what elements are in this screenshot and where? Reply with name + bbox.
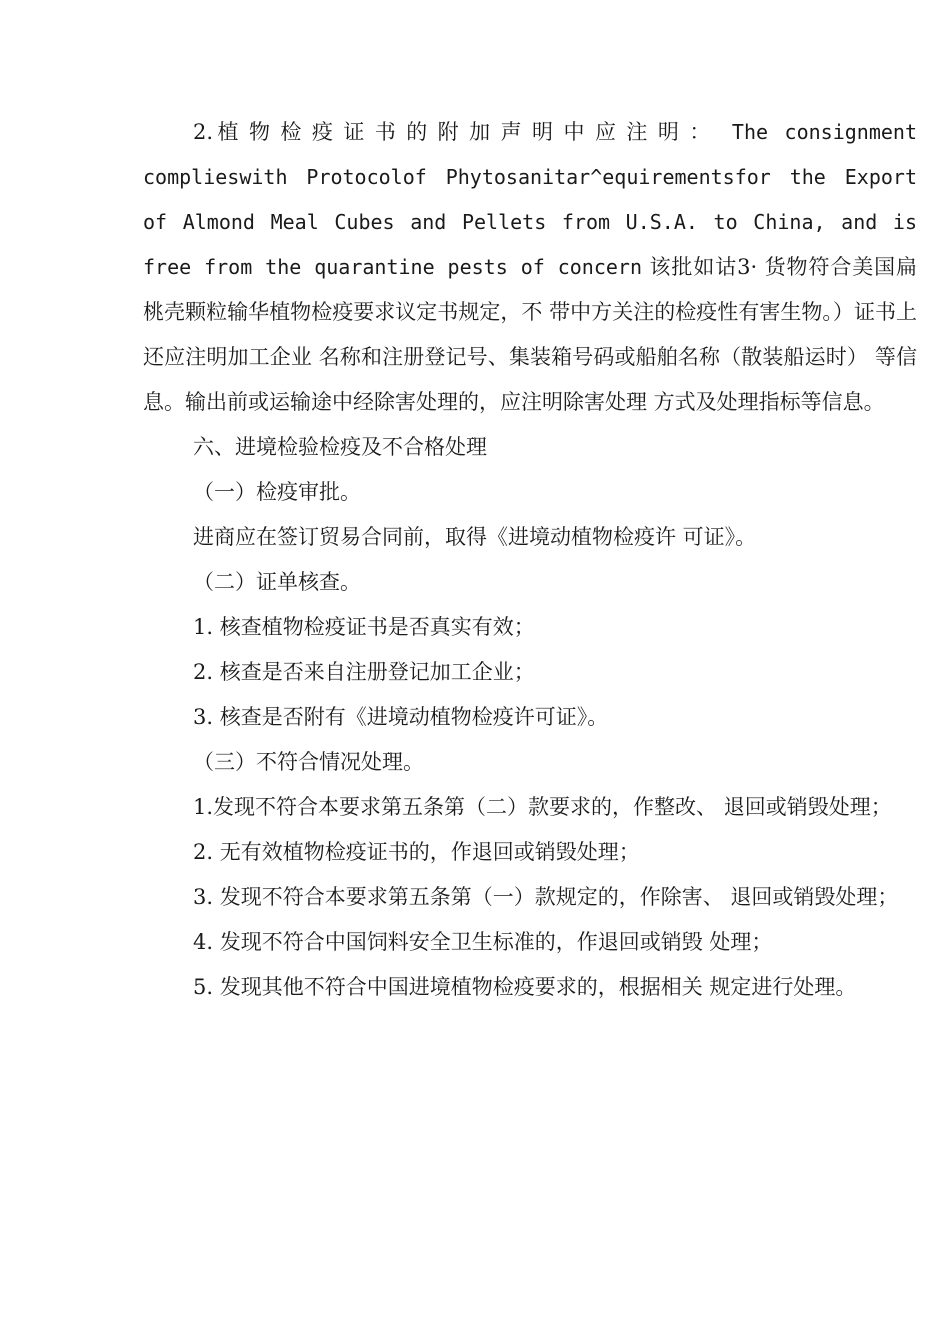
intro-number: 2. <box>193 120 214 144</box>
sub-two-heading: （二）证单核查。 <box>193 570 361 594</box>
document-body <box>143 110 917 1010</box>
intro-cn-lead: 植物检疫证书的附加声明中应注明： <box>213 120 721 144</box>
intro-english: The consignment complieswith Protocolof Phytosanitar^equirementsfor the Export of Almond Meal Cubes and Pellets from U.S.A. to China, and is free from the quarantine pests of concern <box>143 120 917 279</box>
sub-three-heading: （三）不符合情况处理。 <box>193 750 424 774</box>
sub-three-item-3: 3. 发现不符合本要求第五条第（一）款规定的，作除害、 退回或销毁处理； <box>193 885 899 909</box>
sub-three-item-2: 2. 无有效植物检疫证书的，作退回或销毁处理； <box>193 840 640 864</box>
sub-three-item-5: 5. 发现其他不符合中国进境植物检疫要求的，根据相关 规定进行处理。 <box>193 975 857 999</box>
intro-paragraph <box>143 110 917 425</box>
sub-two-item-3: 3. 核查是否附有《进境动植物检疫许可证》。 <box>193 705 609 729</box>
sub-one-text: 进商应在签订贸易合同前，取得《进境动植物检疫许 可证》。 <box>193 525 757 549</box>
section-six-heading: 六、进境检验检疫及不合格处理 <box>193 435 487 459</box>
sub-three-item-1: 1.发现不符合本要求第五条第（二）款要求的，作整改、 退回或销毁处理； <box>193 795 892 819</box>
intro-cn-rest: 该批如诂3· 货物符合美国扁桃壳颗粒输华植物检疫要求议定书规定，不 带中方关注的检疫性有害生物。）证书上还应注明加工企业 名称和注册登记号、集装箱号码或船舶名称（散装船运时） 等信息。输出前或运输途中经除害处理的，应注明除害处理 方式及处理指标等信息。 <box>143 255 917 414</box>
sub-two-item-2: 2. 核查是否来自注册登记加工企业； <box>193 660 535 684</box>
sub-two-item-1: 1. 核查植物检疫证书是否真实有效； <box>193 615 535 639</box>
sub-one-heading: （一）检疫审批。 <box>193 480 361 504</box>
sub-three-item-4: 4. 发现不符合中国饲料安全卫生标准的，作退回或销毁 处理； <box>193 930 773 954</box>
